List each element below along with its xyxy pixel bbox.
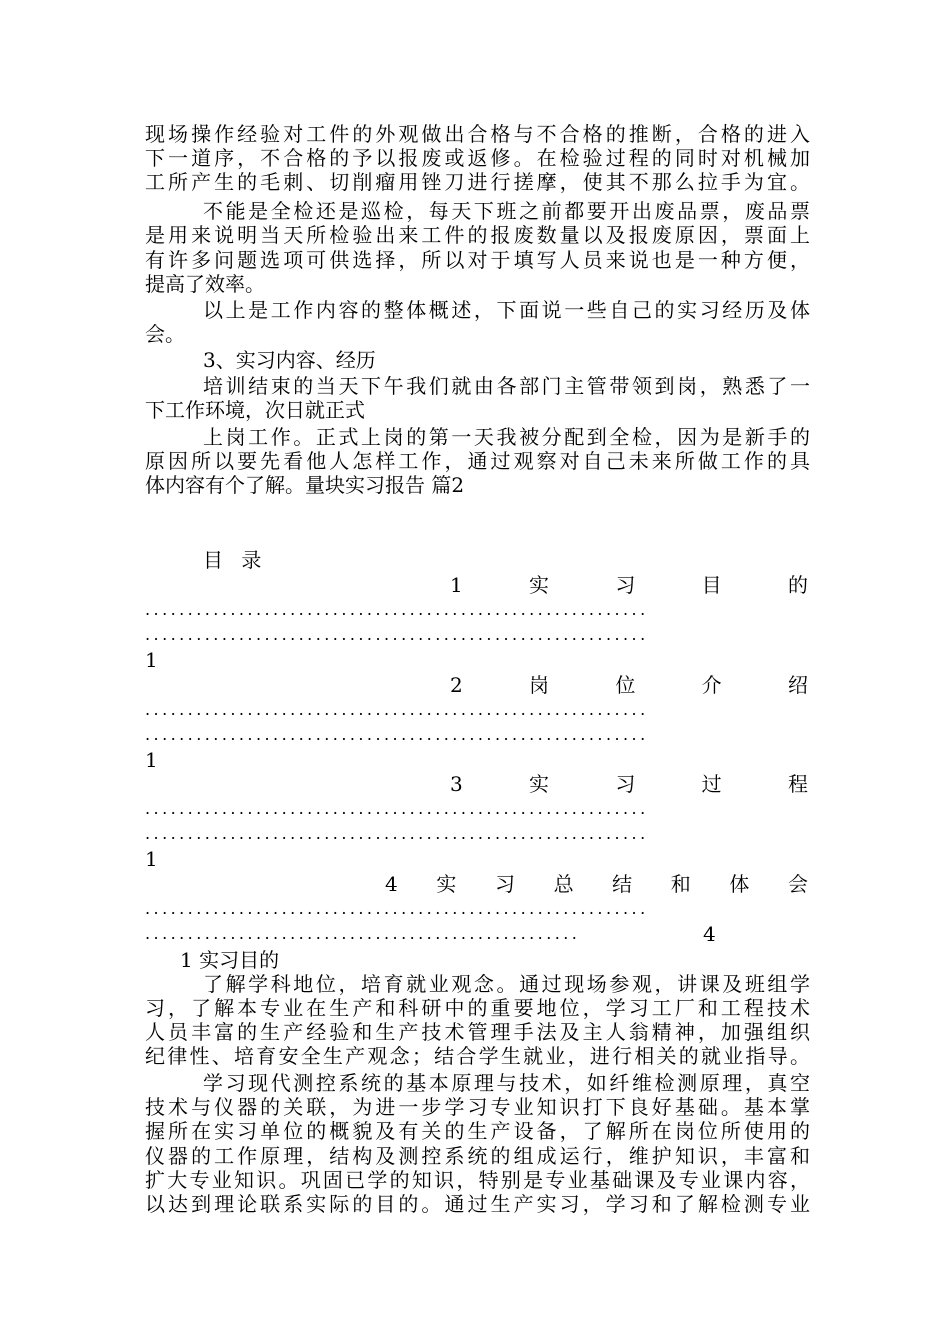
toc-entry-char: 总: [553, 872, 574, 896]
toc-entry-char: 介: [701, 673, 722, 697]
paragraph-line: 以上是工作内容的整体概述，下面说一些自己的实习经历及体: [203, 298, 810, 322]
toc-entry-char: 实: [529, 772, 550, 796]
section-heading: 1 实习目的: [180, 948, 280, 972]
toc-title: 目 录: [203, 548, 268, 572]
toc-entry-number: 4: [385, 872, 398, 896]
paragraph-line: 纪律性、培育安全生产观念；结合学生就业，进行相关的就业指导。: [145, 1044, 810, 1068]
paragraph-line: 学习现代测控系统的基本原理与技术，如纤维检测原理，真空: [203, 1071, 810, 1095]
paragraph-line: 有许多问题选项可供选择，所以对于填写人员来说也是一种方便，: [145, 248, 810, 272]
toc-entry-char: 结: [612, 872, 633, 896]
paragraph-line: 是用来说明当天所检验出来工件的报废数量以及报废原因，票面上: [145, 223, 810, 247]
toc-entry-char: 的: [787, 573, 808, 597]
paragraph-line: 仪器的工作原理，结构及测控系统的组成运行，维护知识，丰富和: [145, 1144, 810, 1168]
toc-dot-leader: ...........................................................: [145, 600, 649, 619]
toc-dot-leader: ...........................................................: [145, 725, 649, 744]
toc-entry-char: 目: [701, 573, 722, 597]
paragraph-line: 了解学科地位，培育就业观念。通过现场参观，讲课及班组学: [203, 972, 810, 996]
paragraph-line: 会。: [145, 322, 185, 346]
toc-entry-number: 1: [450, 573, 463, 597]
paragraph-line: 习，了解本专业在生产和科研中的重要地位，学习工厂和工程技术: [145, 996, 810, 1020]
toc-entry-heading: [450, 673, 808, 697]
toc-entry-char: 习: [494, 872, 515, 896]
toc-dot-leader: ...........................................................: [145, 899, 649, 918]
toc-dot-leader: ...........................................................: [145, 824, 649, 843]
paragraph-line: 体内容有个了解。量块实习报告 篇2: [145, 473, 465, 497]
toc-dot-leader: ...................................................: [145, 924, 581, 943]
toc-dot-leader: ...........................................................: [145, 700, 649, 719]
paragraph-line: 原因所以要先看他人怎样工作，通过观察对自己未来所做工作的具: [145, 449, 810, 473]
toc-entry-char: 实: [529, 573, 550, 597]
paragraph-line: 工所产生的毛刺、切削瘤用锉刀进行搓摩，使其不那么拉手为宜。: [145, 170, 810, 194]
paragraph-line: 下一道序，不合格的予以报废或返修。在检验过程的同时对机械加: [145, 146, 810, 170]
toc-entry-char: 习: [615, 772, 636, 796]
toc-entry-char: 实: [436, 872, 457, 896]
paragraph-line: 下工作环境，次日就正式: [145, 398, 365, 422]
toc-entry-char: 岗: [529, 673, 550, 697]
toc-entry-char: 绍: [787, 673, 808, 697]
paragraph-line: 不能是全检还是巡检，每天下班之前都要开出废品票，废品票: [203, 199, 810, 223]
toc-entry-char: 体: [729, 872, 750, 896]
toc-dot-leader: ...........................................................: [145, 625, 649, 644]
paragraph-line: 技术与仪器的关联，为进一步学习专业知识打下良好基础。基本掌: [145, 1095, 810, 1119]
paragraph-line: 扩大专业知识。巩固已学的知识，特别是专业基础课及专业课内容，: [145, 1168, 810, 1192]
toc-entry-char: 过: [701, 772, 722, 796]
toc-entry-char: 会: [788, 872, 808, 896]
toc-entry-char: 习: [615, 573, 636, 597]
toc-entry-char: 位: [615, 673, 636, 697]
section-heading: 3、实习内容、经历: [203, 348, 376, 372]
toc-entry-number: 2: [450, 673, 463, 697]
paragraph-line: 培训结束的当天下午我们就由各部门主管带领到岗，熟悉了一: [203, 374, 810, 398]
paragraph-line: 握所在实习单位的概貌及有关的生产设备，了解所在岗位所使用的: [145, 1119, 810, 1143]
toc-entry-heading: [385, 872, 808, 896]
toc-page-number: 4: [703, 922, 716, 946]
paragraph-line: 人员丰富的生产经验和生产技术管理手法及主人翁精神，加强组织: [145, 1020, 810, 1044]
toc-entry-heading: [450, 573, 808, 597]
toc-page-number: 1: [145, 648, 158, 672]
paragraph-line: 上岗工作。正式上岗的第一天我被分配到全检，因为是新手的: [203, 425, 810, 449]
toc-entry-char: 和: [670, 872, 691, 896]
toc-entry-heading: [450, 772, 808, 796]
toc-page-number: 1: [145, 748, 158, 772]
toc-page-number: 1: [145, 847, 158, 871]
paragraph-line: 提高了效率。: [145, 272, 265, 296]
paragraph-line: 以达到理论联系实际的目的。通过生产实习，学习和了解检测专业: [145, 1192, 810, 1216]
toc-entry-number: 3: [450, 772, 463, 796]
toc-entry-char: 程: [787, 772, 808, 796]
toc-dot-leader: ...........................................................: [145, 799, 649, 818]
paragraph-line: 现场操作经验对工件的外观做出合格与不合格的推断，合格的进入: [145, 122, 810, 146]
